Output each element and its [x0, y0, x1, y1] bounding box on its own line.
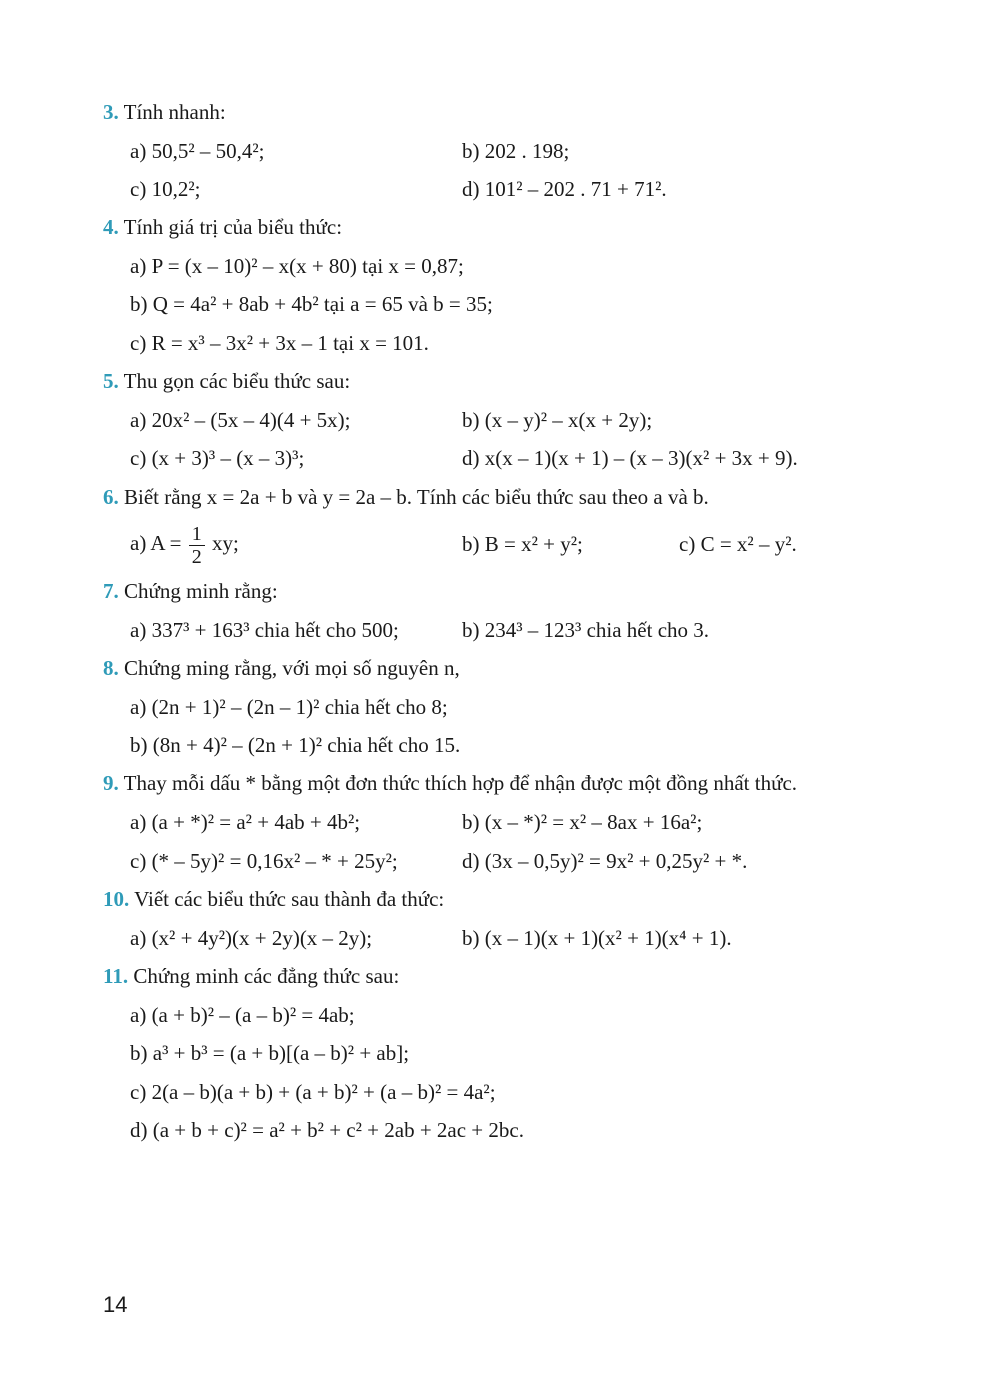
- exercise-5-a: a) 20x² – (5x – 4)(4 + 5x);: [130, 408, 351, 432]
- page-number: 14: [103, 1292, 128, 1317]
- exercise-number: 6.: [103, 485, 119, 509]
- exercise-6-a: [130, 518, 239, 568]
- exercise-11-a: a) (a + b)² – (a – b)² = 4ab;: [130, 1003, 355, 1027]
- exercise-number: 4.: [103, 215, 119, 239]
- fraction-denominator: 2: [191, 545, 202, 568]
- exercise-10-a: a) (x² + 4y²)(x + 2y)(x – 2y);: [130, 926, 373, 950]
- exercise-title: Chứng minh các đẳng thức sau:: [133, 964, 400, 988]
- exercise-4-b: b) Q = 4a² + 8ab + 4b² tại a = 65 và b = 35;: [130, 292, 493, 316]
- exercise-11-d: d) (a + b + c)² = a² + b² + c² + 2ab + 2ac + 2bc.: [130, 1118, 524, 1142]
- exercise-title: Tính giá trị của biểu thức:: [123, 215, 343, 239]
- exercise-6-heading: [103, 484, 709, 510]
- exercise-title: Biết rằng x = 2a + b và y = 2a – b. Tính các biểu thức sau theo a và b.: [124, 485, 709, 509]
- formula-prefix: a) A =: [130, 531, 182, 555]
- exercise-4-a: a) P = (x – 10)² – x(x + 80) tại x = 0,87;: [130, 254, 464, 278]
- exercise-3-c: c) 10,2²;: [130, 177, 201, 201]
- exercise-8-b: b) (8n + 4)² – (2n + 1)² chia hết cho 15.: [130, 733, 461, 757]
- exercise-11-heading: [103, 963, 399, 989]
- exercise-3-d: d) 101² – 202 . 71 + 71².: [462, 177, 667, 201]
- fraction: [189, 523, 205, 568]
- exercise-5-d: d) x(x – 1)(x + 1) – (x – 3)(x² + 3x + 9).: [462, 446, 798, 470]
- exercise-title: Thay mỗi dấu * bằng một đơn thức thích hợp để nhận được một đồng nhất thức.: [123, 771, 798, 795]
- exercise-7-a: a) 337³ + 163³ chia hết cho 500;: [130, 618, 399, 642]
- exercise-number: 8.: [103, 656, 119, 680]
- exercise-9-b: b) (x – *)² = x² – 8ax + 16a²;: [462, 810, 703, 834]
- exercise-3-b: b) 202 . 198;: [462, 139, 570, 163]
- exercise-10-heading: [103, 886, 444, 912]
- exercise-8-heading: [103, 655, 460, 681]
- exercise-9-d: d) (3x – 0,5y)² = 9x² + 0,25y² + *.: [462, 849, 748, 873]
- exercise-5-heading: [103, 368, 350, 394]
- exercise-9-c: c) (* – 5y)² = 0,16x² – * + 25y²;: [130, 849, 398, 873]
- exercise-title: Chứng ming rằng, với mọi số nguyên n,: [124, 656, 460, 680]
- exercise-title: Tính nhanh:: [123, 100, 226, 124]
- exercise-number: 11.: [103, 964, 129, 988]
- exercise-number: 9.: [103, 771, 119, 795]
- exercise-11-c: c) 2(a – b)(a + b) + (a + b)² + (a – b)² = 4a²;: [130, 1080, 496, 1104]
- exercise-3-a: a) 50,5² – 50,4²;: [130, 139, 265, 163]
- exercise-9-a: a) (a + *)² = a² + 4ab + 4b²;: [130, 810, 361, 834]
- exercise-9-heading: [103, 770, 797, 796]
- exercise-5-c: c) (x + 3)³ – (x – 3)³;: [130, 446, 305, 470]
- exercise-number: 10.: [103, 887, 130, 911]
- formula-suffix: xy;: [212, 531, 239, 555]
- exercise-number: 7.: [103, 579, 119, 603]
- exercise-4-heading: [103, 214, 342, 240]
- exercise-4-c: c) R = x³ – 3x² + 3x – 1 tại x = 101.: [130, 331, 429, 355]
- exercise-title: Chứng minh rằng:: [124, 579, 278, 603]
- exercise-7-heading: [103, 578, 278, 604]
- exercise-10-b: b) (x – 1)(x + 1)(x² + 1)(x⁴ + 1).: [462, 926, 732, 950]
- exercise-7-b: b) 234³ – 123³ chia hết cho 3.: [462, 618, 710, 642]
- exercise-number: 5.: [103, 369, 119, 393]
- exercise-3-heading: [103, 99, 226, 125]
- exercise-number: 3.: [103, 100, 119, 124]
- exercise-title: Viết các biểu thức sau thành đa thức:: [134, 887, 445, 911]
- fraction-numerator: 1: [189, 523, 205, 546]
- exercise-11-b: b) a³ + b³ = (a + b)[(a – b)² + ab];: [130, 1041, 410, 1065]
- exercise-6-b: b) B = x² + y²;: [462, 532, 583, 556]
- exercise-8-a: a) (2n + 1)² – (2n – 1)² chia hết cho 8;: [130, 695, 448, 719]
- exercise-title: Thu gọn các biểu thức sau:: [123, 369, 351, 393]
- exercise-6-c: c) C = x² – y².: [679, 532, 797, 556]
- exercise-5-b: b) (x – y)² – x(x + 2y);: [462, 408, 653, 432]
